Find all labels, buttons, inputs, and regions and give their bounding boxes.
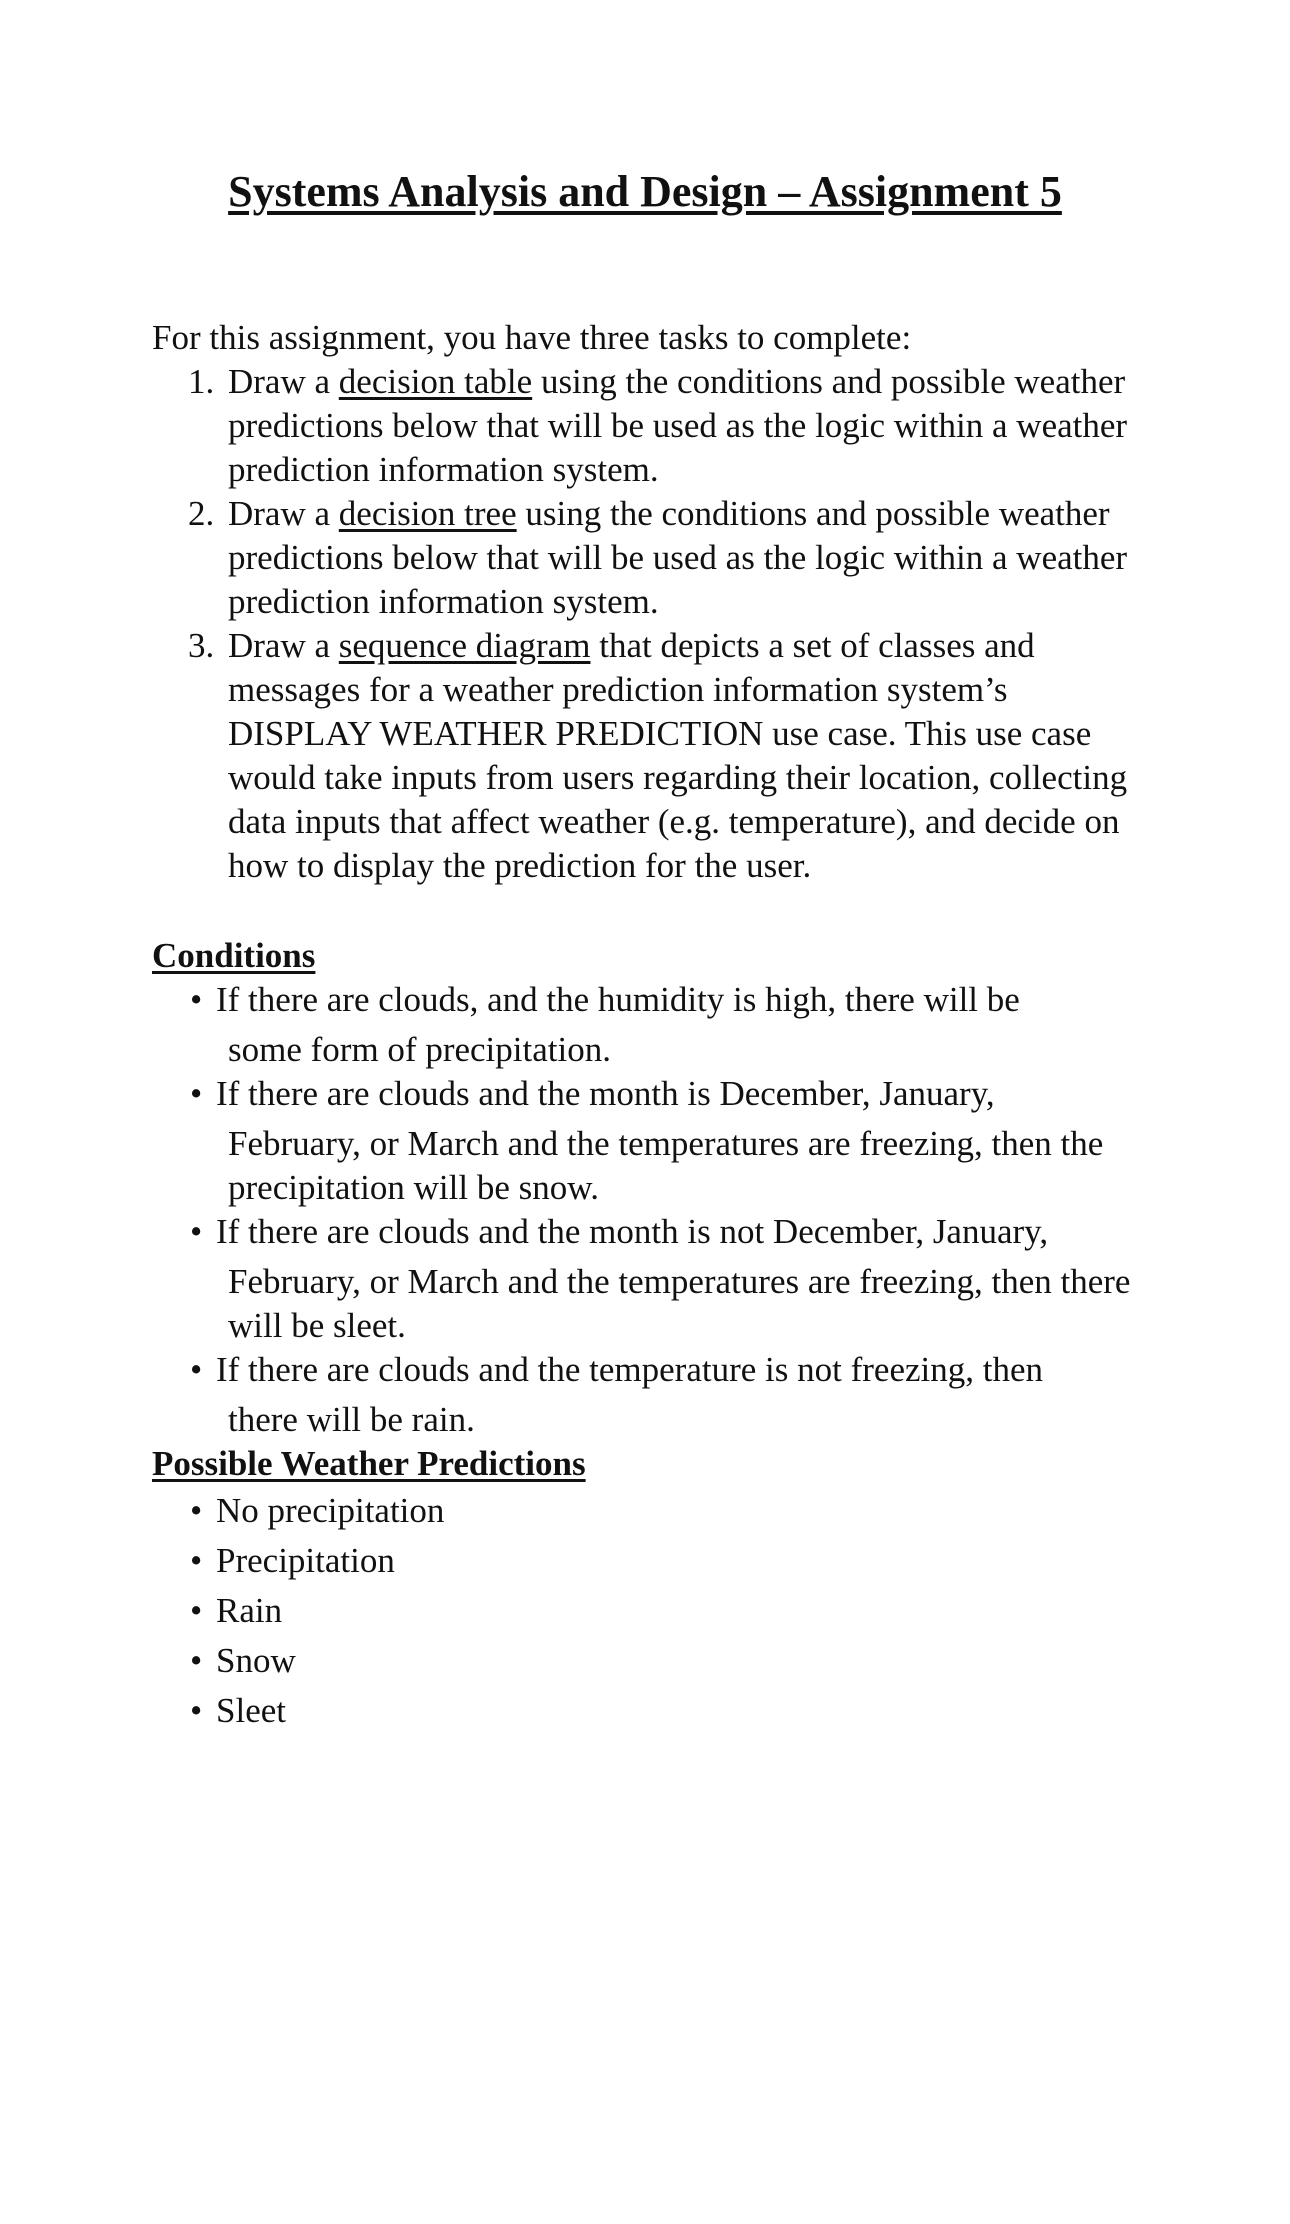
condition-first-line: If there are clouds and the month is December, January, — [216, 1074, 995, 1113]
condition-item — [152, 1210, 1152, 1348]
condition-continuation: February, or March and the temperatures are freezing, then there will be sleet. — [228, 1262, 1131, 1345]
condition-continuation: there will be rain. — [228, 1400, 475, 1439]
intro-paragraph: For this assignment, you have three tasks to complete: — [152, 318, 912, 357]
task-number: 3. — [188, 626, 215, 665]
condition-first-line: If there are clouds, and the humidity is high, there will be — [216, 980, 1020, 1019]
prediction-item — [152, 1686, 1152, 1736]
task-description: using the conditions and possible weather predictions below that will be used as the logic within a weather prediction information system. — [228, 362, 1128, 489]
task-prefix: Draw a — [228, 362, 339, 401]
bullet-icon: • — [190, 1350, 203, 1389]
bullet-icon: • — [190, 1074, 203, 1113]
condition-first-line: If there are clouds and the temperature is not freezing, then — [216, 1350, 1043, 1389]
condition-first-line: If there are clouds and the month is not December, January, — [216, 1212, 1049, 1251]
condition-item — [152, 1348, 1152, 1442]
bullet-icon: • — [190, 980, 203, 1019]
conditions-list — [152, 978, 1152, 1442]
prediction-item — [152, 1636, 1152, 1686]
task-description: using the conditions and possible weather predictions below that will be used as the logic within a weather prediction information system. — [228, 494, 1128, 621]
prediction-item — [152, 1586, 1152, 1636]
predictions-list — [152, 1486, 1152, 1736]
task-number: 1. — [188, 362, 215, 401]
task-item — [152, 624, 1152, 888]
prediction-label: Rain — [216, 1591, 283, 1630]
prediction-item — [152, 1536, 1152, 1586]
condition-continuation: February, or March and the temperatures are freezing, then the precipitation will be snow. — [228, 1124, 1104, 1207]
prediction-label: No precipitation — [216, 1491, 445, 1530]
prediction-label: Precipitation — [216, 1541, 395, 1580]
bullet-icon: • — [190, 1591, 203, 1630]
bullet-icon: • — [190, 1541, 203, 1580]
condition-item — [152, 1072, 1152, 1210]
predictions-heading: Possible Weather Predictions — [152, 1444, 586, 1483]
prediction-label: Sleet — [216, 1691, 286, 1730]
task-list — [152, 360, 1152, 888]
task-item — [152, 360, 1152, 492]
task-number: 2. — [188, 494, 215, 533]
conditions-heading: Conditions — [152, 936, 316, 975]
bullet-icon: • — [190, 1691, 203, 1730]
task-item — [152, 492, 1152, 624]
bullet-icon: • — [190, 1491, 203, 1530]
task-term-sequence-diagram: sequence diagram — [338, 626, 591, 665]
page-title: Systems Analysis and Design – Assignment 5 — [228, 167, 1062, 216]
task-term-decision-table: decision table — [338, 362, 533, 401]
document-body — [152, 316, 1152, 1736]
task-description: that depicts a set of classes and messages for a weather prediction information system’s DISPLAY WEATHER PREDICTION use case. This use case would take inputs from users regarding their location, collecting data inputs that affect weather (e.g. temperature), and decide on how to display the prediction for the user. — [228, 626, 1128, 885]
condition-continuation: some form of precipitation. — [228, 1030, 611, 1069]
condition-item — [152, 978, 1152, 1072]
task-prefix: Draw a — [228, 626, 339, 665]
task-prefix: Draw a — [228, 494, 339, 533]
task-term-decision-tree: decision tree — [338, 494, 517, 533]
bullet-icon: • — [190, 1212, 203, 1251]
prediction-label: Snow — [216, 1641, 296, 1680]
prediction-item — [152, 1486, 1152, 1536]
bullet-icon: • — [190, 1641, 203, 1680]
